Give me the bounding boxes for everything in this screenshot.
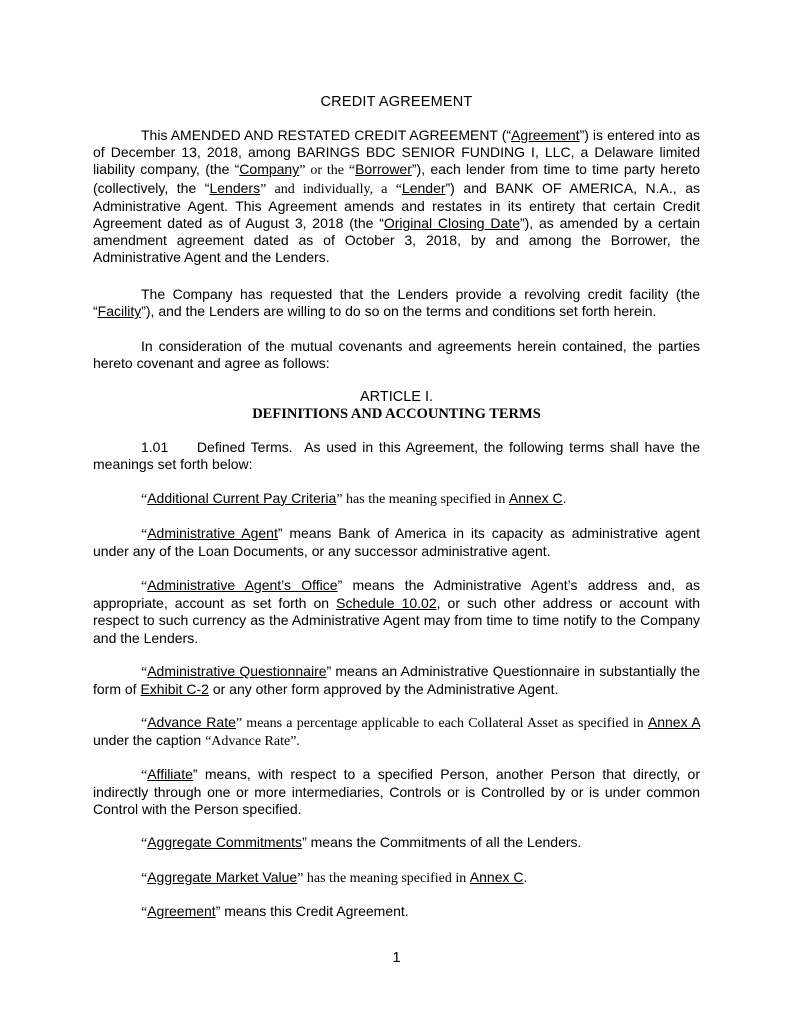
intro-text: This AMENDED AND RESTATED CREDIT AGREEMENT (“	[141, 127, 512, 143]
intro-text: ”), each lender from time to time party hereto (collectively, the “	[93, 161, 700, 196]
annex-reference: Annex A	[647, 714, 700, 730]
quote-mark: “	[141, 905, 148, 920]
definition-text: ” means the Administrative Agent’s address and, as appropriate, account as set forth on	[93, 577, 701, 612]
definition-text: ” means a percentage applicable to each Collateral Asset as specified in	[235, 716, 648, 731]
section-heading: Defined Terms.	[196, 439, 293, 455]
quote-mark: “	[141, 527, 148, 542]
quote-mark: “	[141, 665, 148, 680]
definition-text: ” means this Credit Agreement.	[215, 903, 409, 919]
defined-term: Aggregate Commitments	[147, 834, 303, 850]
intro-text: ”) and BANK OF AMERICA, N.A., as Administrative Agent. This Agreement amends and restates in its entirety that certain Credit Agreement dated as of August 3, 2018 (the “	[93, 179, 701, 232]
definition-agreement	[93, 903, 700, 921]
defined-term: Administrative Agent	[147, 525, 278, 541]
definition-aggregate-commitments	[93, 834, 700, 852]
section-number: 1.01	[141, 439, 169, 455]
definition-text: ” means an Administrative Questionnaire in substantially the form of	[93, 663, 700, 698]
definition-text: ” means, with respect to a specified Person, another Person that directly, or indirectly through one or more intermediaries, Controls or is Controlled by or is under common Control with the Person specified.	[93, 766, 700, 818]
section-1-01	[93, 439, 700, 473]
defined-term: Aggregate Market Value	[147, 869, 298, 885]
schedule-reference: Schedule 10.02	[336, 595, 437, 612]
defined-term-borrower: Borrower	[355, 161, 412, 178]
definition-administrative-agent	[93, 525, 700, 560]
definition-text: ” has the meaning specified in	[297, 871, 470, 886]
definition-additional-current-pay-criteria	[93, 490, 700, 508]
quote-mark: “	[141, 492, 148, 507]
definition-aggregate-market-value	[93, 869, 700, 887]
quote-mark: “	[141, 871, 148, 886]
quote-mark: “	[141, 836, 148, 851]
defined-term: Administrative Agent’s Office	[147, 577, 338, 593]
exhibit-reference: Exhibit C-2	[140, 681, 209, 698]
definition-administrative-questionnaire	[93, 663, 700, 698]
defined-term-lenders: Lenders	[209, 179, 261, 196]
intro-text: ”) is entered into as of December 13, 2018, among BARINGS BDC SENIOR FUNDING I, LLC, a Delaware limited liability company, (the “	[93, 127, 700, 178]
defined-term: Administrative Questionnaire	[147, 663, 327, 679]
definition-text: ” means Bank of America in its capacity as administrative agent under any of the Loan Documents, or any successor administrative agent.	[93, 525, 700, 560]
quote-mark: “	[141, 768, 148, 783]
defined-term: Additional Current Pay Criteria	[147, 490, 337, 506]
facility-text: ”), and the Lenders are willing to do so on the terms and conditions set forth herein.	[141, 303, 657, 320]
quote-mark: “	[141, 579, 148, 594]
definition-text: under the caption	[93, 732, 206, 749]
definition-text: ” means the Commitments of all the Lenders.	[302, 834, 582, 850]
page-number: 1	[392, 950, 401, 966]
intro-text: ” and individually, a “	[260, 181, 402, 197]
defined-term-facility: Facility	[97, 303, 142, 320]
consideration-paragraph: In consideration of the mutual covenants and agreements herein contained, the parties hereto covenant and agree as follows:	[93, 338, 700, 372]
definition-text: ” has the meaning specified in	[336, 492, 509, 507]
defined-term: Advance Rate	[147, 714, 236, 730]
document-title: CREDIT AGREEMENT	[320, 94, 473, 110]
defined-term-agreement: Agreement	[511, 127, 580, 143]
intro-paragraph	[93, 127, 700, 267]
facility-text: The Company has requested that the Lenders provide a revolving credit facility (the “	[93, 286, 700, 320]
article-number: ARTICLE I.	[359, 389, 434, 405]
intro-text: ” or the “	[299, 163, 356, 179]
defined-term: Agreement	[147, 903, 216, 919]
defined-term: Affiliate	[147, 766, 193, 782]
definition-text: .	[562, 490, 567, 506]
section-text: As used in this Agreement, the following terms shall have the meanings set forth below:	[93, 439, 700, 473]
facility-paragraph	[93, 286, 700, 320]
intro-text: ”), as amended by a certain amendment agreement dated as of October 3, 2018, by and among the Borrower, the Administrative Agent and the Lenders.	[93, 215, 700, 266]
annex-reference: Annex C	[469, 869, 524, 885]
definition-text: “Advance Rate”.	[205, 734, 300, 750]
definition-text: .	[523, 869, 528, 885]
definition-administrative-agents-office	[93, 577, 700, 647]
definition-text: , or such other address or account with respect to such currency as the Administrative Agent may from time to time notify to the Company and the Lenders.	[93, 595, 700, 646]
annex-reference: Annex C	[508, 490, 563, 506]
article-title: DEFINITIONS AND ACCOUNTING TERMS	[252, 406, 541, 422]
defined-term-original-closing-date: Original Closing Date	[383, 215, 520, 232]
defined-term-lender: Lender	[401, 179, 446, 196]
definition-text: or any other form approved by the Administrative Agent.	[208, 681, 559, 698]
definition-advance-rate	[93, 714, 700, 750]
quote-mark: “	[141, 716, 148, 731]
definition-affiliate	[93, 766, 700, 819]
defined-term-company: Company	[239, 161, 300, 178]
